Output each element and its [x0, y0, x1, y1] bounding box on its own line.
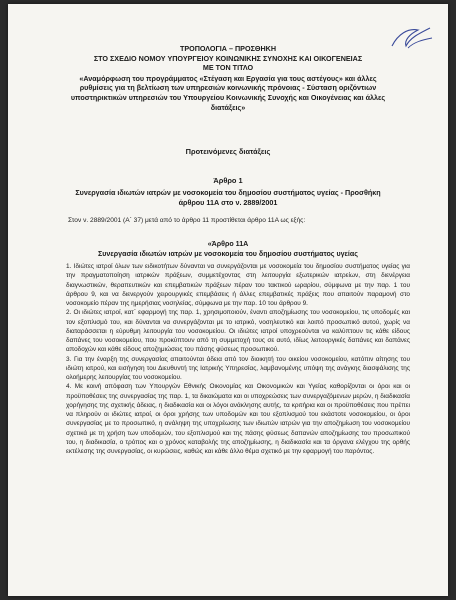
article-body	[66, 262, 410, 456]
document-header	[68, 44, 388, 112]
header-title-label: ΜΕ ΤΟΝ ΤΙΤΛΟ	[202, 63, 254, 73]
paragraph-2: 2. Οι ιδιώτες ιατροί, κατ΄ εφαρμογή της παρ. 1, χρησιμοποιούν, έναντι αποζημίωσης του νοσοκομείου, τις υποδομές και τον εξοπλισμό του, και δύνανται να συνεργάζονται με το ιατρικό, νοσηλευτικό και λοιπό προσωπικό αυτού, χωρίς να διαταράσσεται η εύρυθμη λειτουργία του νοσοκομείου. Οι ιδιώτες ιατροί υποχρεούνται να καλύπτουν τις κάθε είδους δαπάνες του νοσοκομείου, που προκύπτουν από τη συμμετοχή τους σε αυτό, ιδίως λειτουργικές δαπάνες και δαπάνες αποδοχών και κάθε είδους αποζημιώσεις του πάσης φύσεως προσωπικού.	[66, 309, 410, 354]
paragraph-4: 4. Με κοινή απόφαση των Υπουργών Εθνικής Οικονομίας και Οικονομικών και Υγείας καθορίζονται οι όροι και οι προϋποθέσεις της συνεργασίας της παρ. 1, τα δικαιώματα και οι υποχρεώσεις των συνεργαζόμενων μερών, η διαδικασία χορήγησης της σχετικής άδειας, η διαδικασία και οι λόγοι ανάκλησης αυτής, τα κριτήρια και οι προϋποθέσεις που πρέπει να πληρούν οι ιδιώτες ιατροί, οι όροι χρήσης των υποδομών και του εξοπλισμού του εκάστοτε νοσοκομείου, οι όροι συνεργασίας με το προσωπικό, η ανάληψη της υποχρέωσης των ιδιωτών ιατρών για την αποζημίωση του νοσοκομείου σχετικά με τη χρήση των υποδομών, του εξοπλισμού και της πάσης φύσεως δαπανών αποζημίωσης του προσωπικού του, η διαδικασία, ο τρόπος και ο χρόνος καταβολής της αποζημίωσης, η διαδικασία και τα όργανα ελέγχου της ορθής εκτέλεσης της συνεργασίας, οι κυρώσεις, καθώς και κάθε άλλο θέμα σχετικό με την εφαρμογή του παρόντος.	[66, 383, 410, 455]
article-subtitle	[48, 188, 408, 207]
header-bill-line: ΣΤΟ ΣΧΕΔΙΟ ΝΟΜΟΥ ΥΠΟΥΡΓΕΙΟΥ ΚΟΙΝΩΝΙΚΗΣ ΣΥΝΟΧΗΣ ΚΑΙ ΟΙΚΟΓΕΝΕΙΑΣ	[93, 53, 363, 63]
document-page	[8, 4, 448, 596]
article-subtitle-line-2: άρθρου 11Α στο ν. 2889/2001	[178, 197, 278, 207]
article-subtitle-line-1: Συνεργασία ιδιωτών ιατρών με νοσοκομεία του δημοσίου συστήματος υγείας - Προσθήκη	[75, 188, 381, 197]
header-amendment-title: ΤΡΟΠΟΛΟΓΙΑ – ΠΡΟΣΘΗΚΗ	[179, 44, 277, 53]
header-bill-title: «Αναμόρφωση του προγράμματος «Στέγαση και Εργασία για τους αστέγους» και άλλες ρυθμίσεις για τη βελτίωση των υπηρεσιών κοινωνικής πρόνοιας - Σύσταση οριζόντιων υποστηρικτικών υπηρεσιών του Υπουργείου Κοινωνικής Συνοχής και Οικογένειας και άλλες διατάξεις»	[70, 73, 386, 112]
handwritten-signature	[388, 24, 434, 54]
paragraph-1: 1. Ιδιώτες ιατροί όλων των ειδικοτήτων δύνανται να συνεργάζονται με νοσοκομεία του δημοσίου συστήματος υγείας για την πραγματοποίηση ιατρικών πράξεων, συμμετέχοντας στη λειτουργία εξωτερικών ιατρείων, στη διενέργεια διαγνωστικών, θεραπευτικών και επεμβατικών πράξεων πέραν του τακτικού ωραρίου, σύμφωνα με την παρ. 1 του άρθρου 9, και να διενεργούν χειρουργικές επεμβάσεις ή άλλες επεμβατικές πράξεις που απαιτούν παραμονή στο νοσοκομείο πέραν της ημερήσιας νοσηλείας, σύμφωνα με την παρ. 10 του άρθρου 9.	[66, 263, 410, 307]
quoted-article-title: «Άρθρο 11Α	[207, 240, 249, 248]
article-title: Άρθρο 1	[213, 176, 243, 185]
section-heading: Προτεινόμενες διατάξεις	[185, 147, 271, 156]
quoted-article-subtitle: Συνεργασία ιδιωτών ιατρών με νοσοκομεία του δημοσίου συστήματος υγείας	[98, 250, 358, 258]
paragraph-3: 3. Για την έναρξη της συνεργασίας απαιτούνται άδεια από τον διοικητή του οικείου νοσοκομείου, κατόπιν αίτησης του ιδιώτη ιατρού, και εισήγηση του Διευθυντή της Ιατρικής Υπηρεσίας, λαμβανομένης υπόψη της ανάγκης διασφάλισης της ολοήμερης λειτουργίας του νοσοκομείου.	[66, 355, 410, 381]
intro-text: Στον ν. 2889/2001 (Α΄ 37) μετά από το άρθρο 11 προστίθεται άρθρο 11Α ως εξής:	[68, 217, 306, 224]
